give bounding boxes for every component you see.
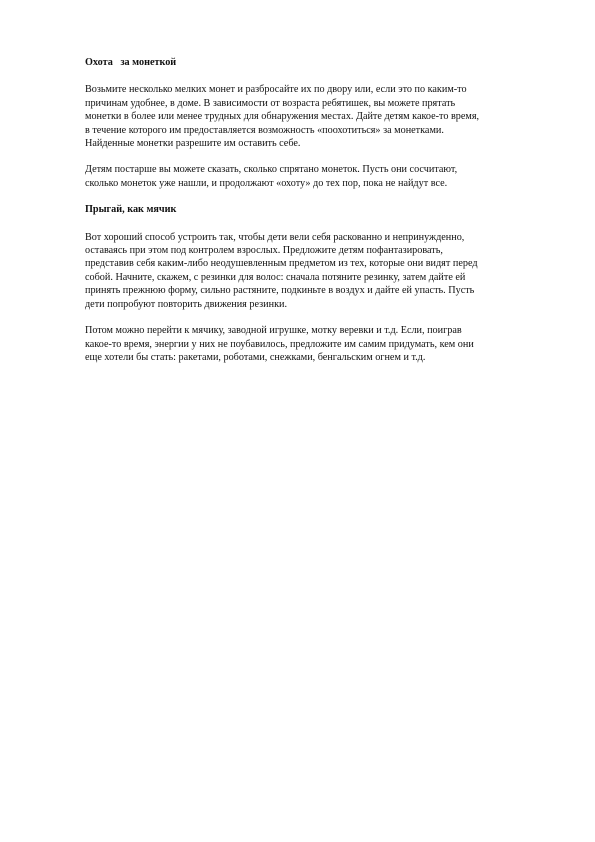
text-line: оставаясь при этом под контролем взрослых. Предложите детям пофантазировать, bbox=[85, 245, 443, 257]
text-line: Вот хороший способ устроить так, чтобы дети вели себя раскованно и непринужденно, bbox=[85, 231, 465, 243]
text-line: дети попробуют повторить движения резинки. bbox=[85, 298, 288, 310]
document-body bbox=[85, 56, 525, 377]
text-line: монетки в более или менее трудных для обнаружения местах. Дайте детям какое-то время, bbox=[85, 111, 480, 123]
text-line: причинам удобнее, в доме. В зависимости от возраста ребятишек, вы можете прятать bbox=[85, 97, 456, 109]
paragraph-coin-hunt-1 bbox=[85, 83, 525, 150]
section-heading-bounce-ball: Прыгай, как мячик bbox=[85, 204, 177, 216]
text-line: Возьмите несколько мелких монет и разбросайте их по двору или, если это по каким-то bbox=[85, 84, 467, 96]
text-line: собой. Начните, скажем, с резинки для волос: сначала потяните резинку, затем дайте ей bbox=[85, 271, 466, 283]
paragraph-coin-hunt-2 bbox=[85, 163, 525, 190]
text-line: принять прежнюю форму, сильно растяните, подкиньте в воздух и дайте ей упасть. Пусть bbox=[85, 285, 475, 297]
text-line: сколько монеток уже нашли, и продолжают «охоту» до тех пор, пока не найдут все. bbox=[85, 177, 448, 189]
text-line: представив себя каким-либо неодушевленным предметом из тех, которые они видят перед bbox=[85, 258, 478, 270]
text-line: какое-то время, энергии у них не поубавилось, предложите им самим придумать, кем они bbox=[85, 338, 474, 350]
text-line: еще хотели бы стать: ракетами, роботами, снежками, бенгальским огнем и т.д. bbox=[85, 351, 426, 363]
text-line: Детям постарше вы можете сказать, сколько спрятано монеток. Пусть они сосчитают, bbox=[85, 164, 458, 176]
section-heading-coin-hunt: Охота за монеткой bbox=[85, 57, 177, 68]
paragraph-bounce-ball-2 bbox=[85, 324, 525, 364]
text-line: Найденные монетки разрешите им оставить себе. bbox=[85, 138, 301, 150]
text-line: в течение которого им предоставляется возможность «поохотиться» за монетками. bbox=[85, 124, 444, 136]
text-line: Потом можно перейти к мячику, заводной игрушке, мотку веревки и т.д. Если, поиграв bbox=[85, 325, 462, 337]
paragraph-bounce-ball-1 bbox=[85, 231, 525, 311]
